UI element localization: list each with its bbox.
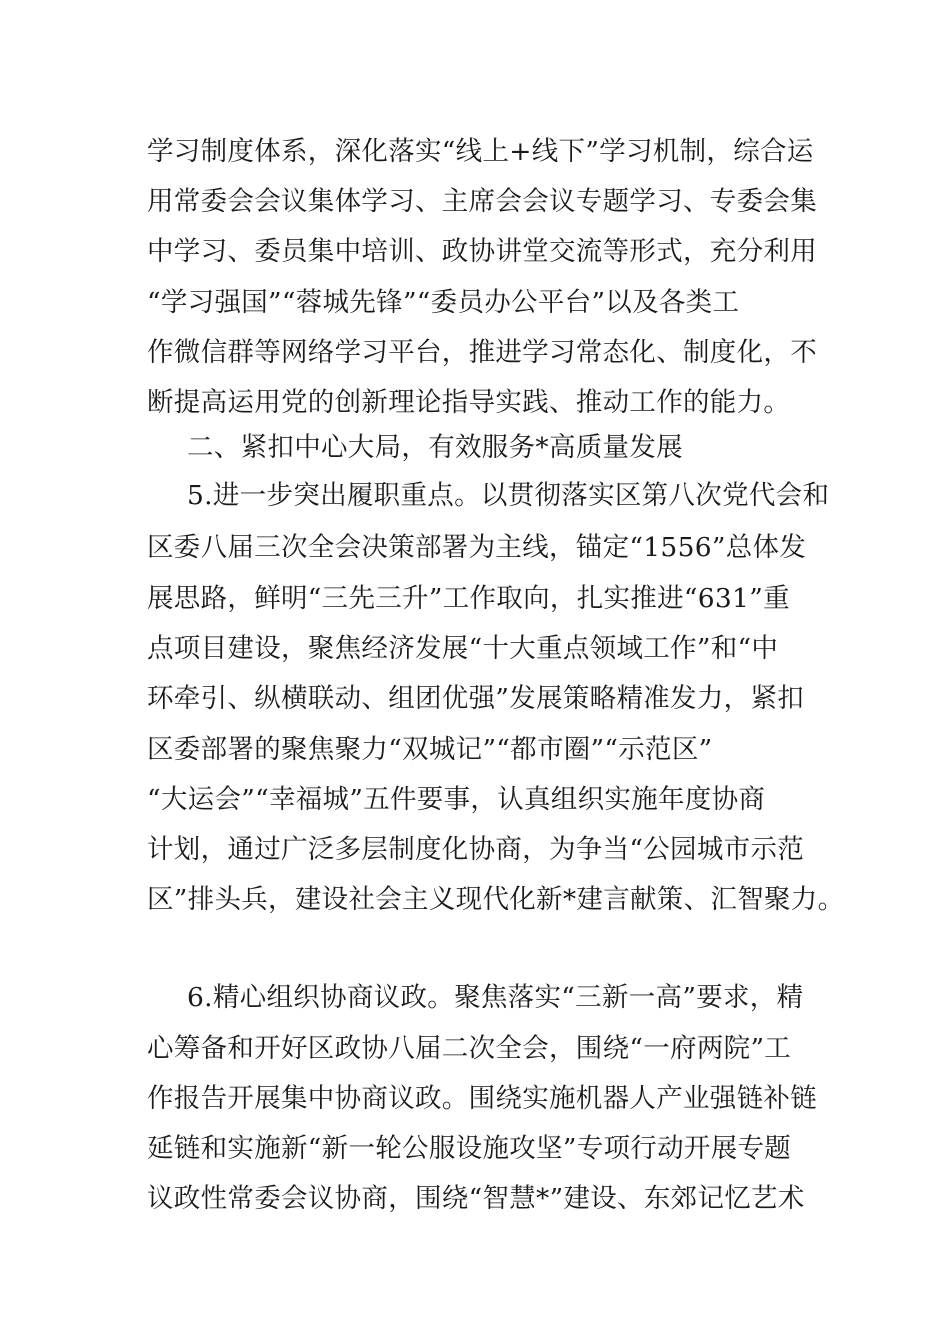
text-line: 中学习、委员集中培训、政协讲堂交流等形式，充分利用 (147, 236, 817, 267)
text-line: 环牵引、纵横联动、组团优强”发展策略精准发力，紧扣 (147, 683, 805, 714)
text-line: 心筹备和开好区政协八届二次全会，围绕“一府两院”工 (147, 1033, 792, 1064)
text-line: 议政性常委会议协商，围绕“智慧*”建设、东郊记忆艺术 (147, 1183, 805, 1214)
section-heading: 二、紧扣中心大局，有效服务*高质量发展 (187, 432, 683, 463)
text-line: 区委部署的聚焦聚力“双城记”“都市圈”“示范区” (147, 734, 713, 765)
text-line: 作微信群等网络学习平台，推进学习常态化、制度化，不 (147, 337, 817, 368)
text-line: 用常委会会议集体学习、主席会会议专题学习、专委会集 (147, 186, 817, 217)
text-line: “学习强国”“蓉城先锋”“委员办公平台”以及各类工 (147, 287, 740, 318)
text-line: 断提高运用党的创新理论指导实践、推动工作的能力。 (147, 387, 791, 418)
text-line: 6.精心组织协商议政。聚焦落实“三新一高”要求，精 (187, 982, 804, 1013)
text-line: “大运会”“幸福城”五件要事，认真组织实施年度协商 (147, 784, 766, 815)
text-line: 点项目建设，聚焦经济发展“十大重点领域工作”和“中 (147, 633, 779, 664)
text-line: 学习制度体系，深化落实“线上+线下”学习机制，综合运 (147, 136, 814, 167)
text-line: 计划，通过广泛多层制度化协商，为争当“公园城市示范 (147, 834, 805, 865)
text-line: 区”排头兵，建设社会主义现代化新*建言献策、汇智聚力。 (147, 884, 845, 915)
text-line: 5.进一步突出履职重点。以贯彻落实区第八次党代会和 (187, 480, 830, 511)
text-line: 区委八届三次全会决策部署为主线，锚定“1556”总体发 (147, 532, 807, 563)
text-line: 作报告开展集中协商议政。围绕实施机器人产业强链补链 (147, 1083, 817, 1114)
text-line: 延链和实施新“新一轮公服设施攻坚”专项行动开展专题 (147, 1133, 792, 1164)
text-line: 展思路，鲜明“三先三升”工作取向，扎实推进“631”重 (147, 583, 790, 614)
